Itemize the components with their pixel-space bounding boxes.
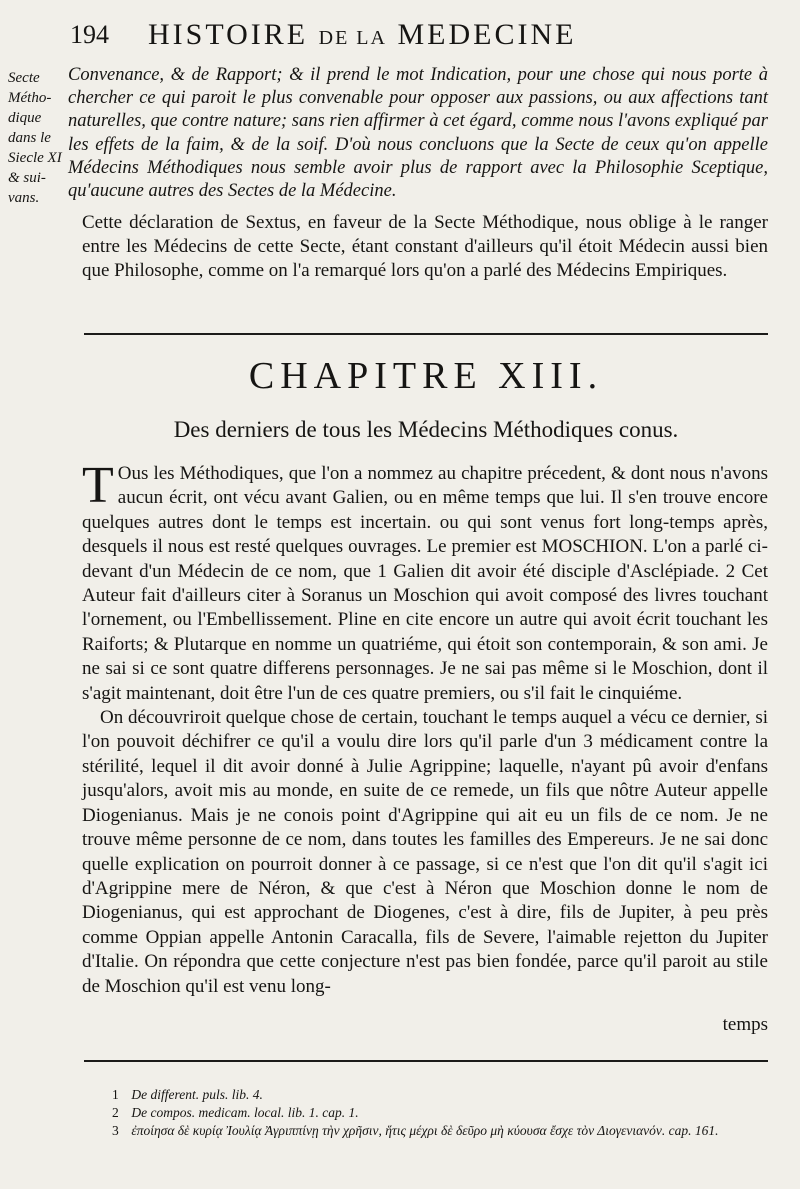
- footnote-number: 3: [112, 1123, 119, 1138]
- body-paragraph-1: [82, 457, 768, 706]
- footnote: [112, 1086, 768, 1104]
- footnote-rule: [84, 1060, 768, 1062]
- intro-paragraph: Cette déclaration de Sextus, en faveur de la Secte Méthodique, nous oblige à le ranger entre les Médecins de cette Secte, étant constant d'ailleurs qu'il étoit Médecin aussi bien que Philosophe, comme on l'a remarqué lors qu'on a parlé des Médecins Empiriques.: [82, 212, 768, 281]
- body-paragraph-1-text: Ous les Méthodiques, que l'on a nommez au chapitre précedent, & dont nous n'avons aucun écrit, ont vécu avant Galien, ou en même temps que lui. Il s'en trouve encore quelques autres dont le temps est incertain. ou qui sont venus fort long-temps après, desquels il nous est resté quelques ouvrages. Le premier est MOSCHION. L'on a parlé ci-devant d'un Médecin de ce nom, que 1 Galien dit avoir été disciple d'Asclépiade. 2 Cet Auteur fait d'ailleurs citer à Soranus un Moschion qui avoit composé des livres touchant l'ornement, ou l'Embellissement. Pline en cite encore un autre qui avoit écrit touchant les Raiforts; & Plutarque en nomme un quatriéme, qui étoit son contemporain, & son ami. Je ne sai si ce sont quatre differens personnages. Je ne sai pas même si le Moschion, dont il s'agit maintenant, doit être l'un de ces quatre premiers, ou s'il fait le cinquiéme.: [82, 463, 768, 704]
- footnote-text: De different. puls. lib. 4.: [131, 1087, 263, 1102]
- running-header: [70, 18, 730, 58]
- running-title-part3: MEDECINE: [397, 18, 577, 51]
- drop-cap: T: [82, 457, 114, 514]
- footnote-number: 1: [112, 1087, 119, 1102]
- footnote: [112, 1122, 768, 1140]
- page-number: 194: [70, 20, 109, 49]
- footnote-text: De compos. medicam. local. lib. 1. cap. 1.: [131, 1105, 359, 1120]
- catchword: temps: [722, 1014, 768, 1035]
- chapter-subtitle: Des derniers de tous les Médecins Méthodiques conus.: [173, 417, 679, 442]
- chapter-body: [82, 457, 768, 999]
- body-paragraph-2: On découvriroit quelque chose de certain, touchant le temps auquel a vécu ce dernier, si l'on pouvoit déchifrer ce qu'il a voulu dire lors qu'il parle d'un 3 médicament contre la stérilité, lequel il dit avoir donné à Julie Agrippine; laquelle, n'ayant pû avoir d'enfans jusqu'alors, avoit mis au monde, en suite de ce remede, un fils que nôtre Auteur appelle Diogenianus. Mais je ne conois point d'Agrippine qui ait eu un fils de ce nom. Je ne trouve même personne de ce nom, dans toutes les familles des Empereurs. Je ne sai donc quelle explication on pourroit donner à ce passage, si ce n'est que l'on dit qu'il s'agit ici d'Agrippine mere de Néron, & que c'est à Néron que Moschion donne le nom de Diogenianus, qui est approchant de Diogenes, c'est à dire, fils de Jupiter, à peu près comme Oppian appelle Antonin Caracalla, fils de Severe, l'aimable rejetton du Jupiter d'Italie. On répondra que cette conjecture n'est pas bien fondée, parce qu'il paroit au stile de Moschion qu'il est venu long-: [82, 707, 768, 997]
- footnote-number: 2: [112, 1105, 119, 1120]
- running-title-part2: DE LA: [318, 27, 387, 49]
- chapter-title: CHAPITRE XIII.: [248, 355, 604, 397]
- chapter-divider-rule: [84, 333, 768, 335]
- running-title-part1: HISTOIRE: [148, 18, 309, 51]
- footnotes: [112, 1086, 768, 1140]
- footnote-text: ἐποίησα δὲ κυρίᾳ Ἰουλίᾳ Ἀγριππίνῃ τὴν χρῆσιν, ἥτις μέχρι δὲ δεῦρο μὴ κύουσα ἔσχε τὸν Διογενιανόν. cap. 161.: [131, 1123, 719, 1138]
- footnote: [112, 1104, 768, 1122]
- running-title: [148, 18, 576, 52]
- margin-note: Secte Métho-dique dans le Siecle XI & sui-vans.: [8, 70, 62, 206]
- quotation-paragraph: Convenance, & de Rapport; & il prend le mot Indication, pour une chose qui nous porte à chercher ce qui paroit le plus convenable pour opposer aux passions, ou aux affections tant naturelles, que contre nature; sans rien affirmer à cet égard, comme nous l'avons expliqué par les effets de la faim, & de la soif. D'où nous concluons que la Secte de ceux qu'on appelle Médecins Méthodiques nous semble avoir plus de rapport avec la Philosophie Sceptique, qu'aucune autres des Sectes de la Médecine.: [68, 65, 768, 202]
